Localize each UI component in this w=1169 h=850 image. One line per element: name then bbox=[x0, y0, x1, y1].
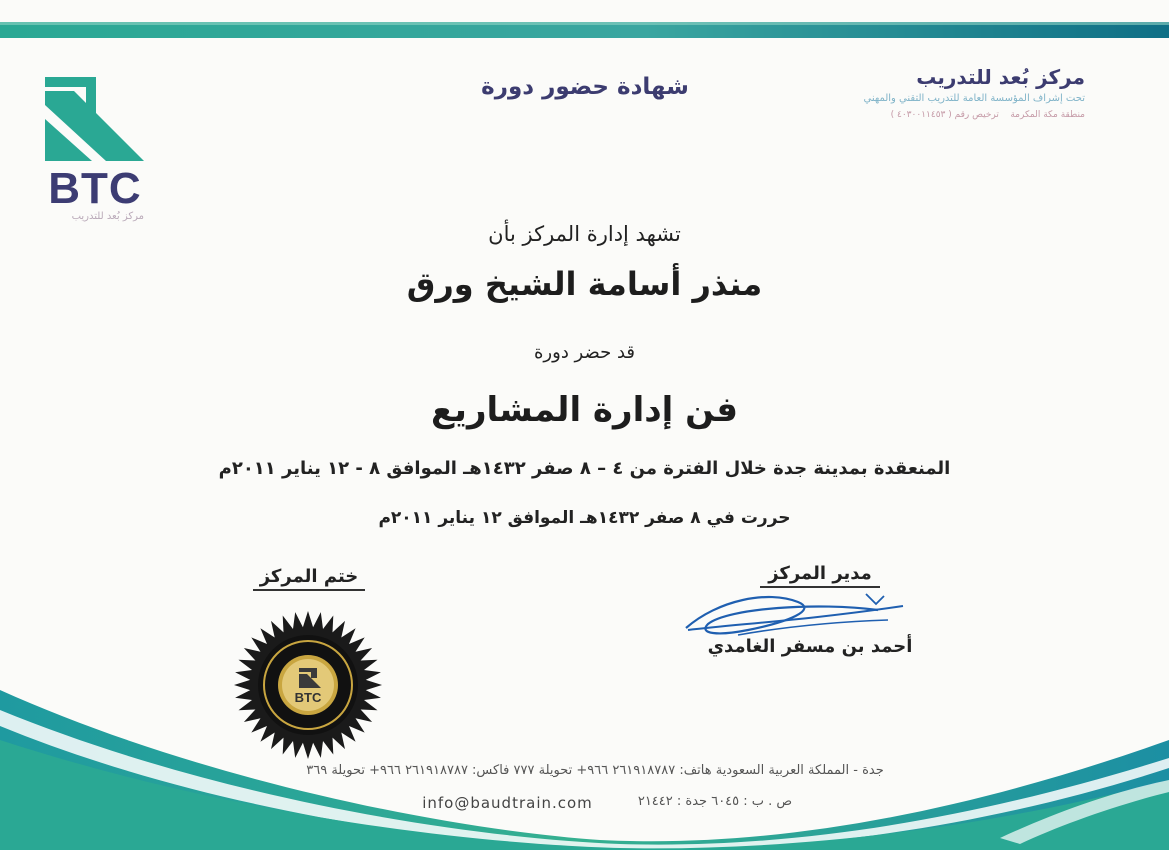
organization-license bbox=[785, 109, 1085, 121]
director-name: أحمد بن مسفر الغامدي bbox=[707, 636, 913, 657]
organization-name: مركز بُعد للتدريب bbox=[916, 65, 1085, 89]
footer-address: جدة - المملكة العربية السعودية هاتف: ٢٦١٩١٨٧٨٧ ٩٦٦+ تحويلة ٧٧٧ فاكس: ٢٦١٩١٨٧٨٧ ٩٦٦+ تحويلة ٣٦٩ bbox=[306, 763, 884, 778]
seal-letters: BTC bbox=[294, 690, 322, 705]
seal-label: ختم المركز bbox=[253, 566, 365, 591]
issued-date-text: حررت في ٨ صفر ١٤٣٢هـ الموافق ١٢ يناير ٢٠١١م bbox=[378, 508, 791, 528]
logo-emblem-icon bbox=[40, 75, 150, 167]
logo-subtitle: مركز بُعد للتدريب bbox=[71, 211, 144, 222]
director-label: مدير المركز bbox=[760, 563, 880, 588]
organization-header bbox=[785, 64, 1085, 121]
organization-subtitle: تحت إشراف المؤسسة العامة للتدريب التقني والمهني bbox=[863, 93, 1085, 104]
recipient-name: منذر أسامة الشيخ ورق bbox=[406, 265, 763, 303]
venue-period-text: المنعقدة بمدينة جدة خلال الفترة من ٤ – ٨ صفر ١٤٣٢هـ الموافق ٨ - ١٢ يناير ٢٠١١م bbox=[218, 458, 951, 479]
attended-text: قد حضر دورة bbox=[534, 342, 635, 363]
organization-region: منطقة مكة المكرمة bbox=[1010, 110, 1085, 120]
footer-pobox: ص . ب : ٦٠٤٥ جدة : ٢١٤٤٢ bbox=[637, 794, 793, 809]
footer-email[interactable]: info@baudtrain.com bbox=[422, 794, 593, 812]
course-name: فن إدارة المشاريع bbox=[430, 390, 739, 430]
btc-logo bbox=[40, 75, 150, 225]
top-decorative-band bbox=[0, 18, 1169, 42]
license-number: ترخيص رقم ( ٤٠٣٠٠١١٤٥٣ ) bbox=[890, 110, 999, 120]
intro-text: تشهد إدارة المركز بأن bbox=[488, 222, 681, 246]
certificate-title: شهادة حضور دورة bbox=[481, 74, 689, 100]
bottom-decorative-waves bbox=[0, 640, 1169, 850]
logo-letters: BTC bbox=[48, 164, 142, 213]
